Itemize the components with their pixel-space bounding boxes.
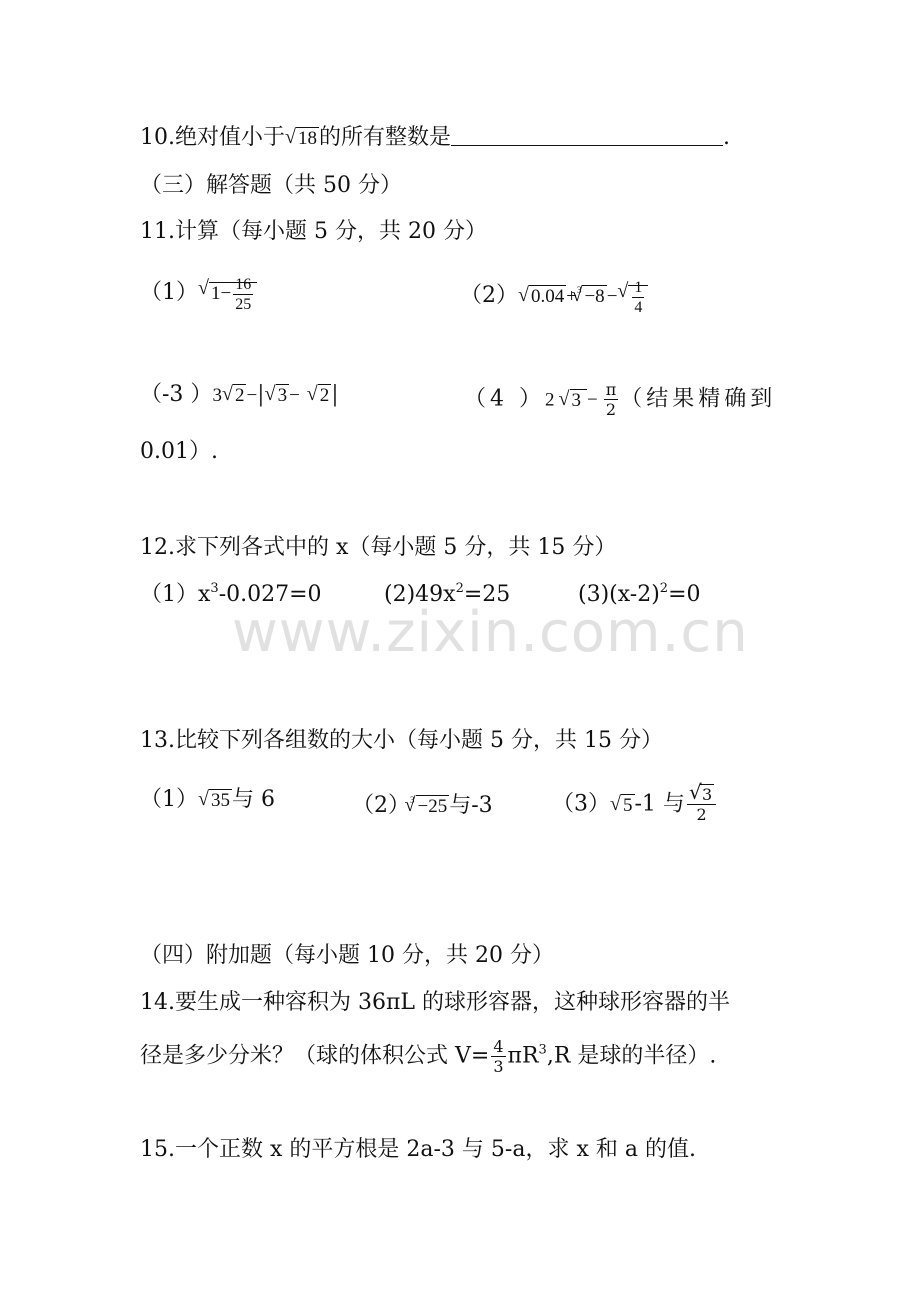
q11-part-4: （4 ）2√ 3 − $\frac{\pi}{2}$ （结果精确到 — [464, 380, 776, 419]
q13-part-3: （3）√ 5-1 与 √ $\frac{3}{2}$ — [552, 785, 718, 824]
question-13-title: 13.比较下列各组数的大小（每小题 5 分，共 15 分） — [140, 728, 663, 753]
question-15: 15.一个正数 x 的平方根是 2a-3 与 5-a，求 x 和 a 的值. — [140, 1137, 696, 1162]
question-14-line-1: 14.要生成一种容积为 36πL 的球形容器，这种球形容器的半 — [140, 990, 731, 1015]
q11-part-4-continued: 0.01）. — [140, 439, 218, 464]
q12-part-1: $(1)x^3-0.027=0$ — [140, 581, 322, 607]
question-12-title: 12.求下列各式中的 x（每小题 5 分，共 15 分） — [140, 535, 617, 560]
q12-part-3: $(3)(x-2)^2=0$ — [578, 581, 701, 607]
question-11-title: 11.计算（每小题 5 分，共 20 分） — [140, 219, 487, 244]
sqrt-expression: √ 1− $\frac{16}{25}$ — [198, 275, 257, 314]
answer-blank[interactable] — [451, 123, 723, 146]
fraction-16-25: $\frac{16}{25}$ — [235, 276, 252, 313]
section-3-title: （三）解答题（共 50 分） — [140, 173, 402, 198]
question-10: 10.绝对值小于√ 18的所有整数是 . — [140, 123, 730, 154]
q13-part-1: （1）√ 35与 6 — [140, 785, 275, 816]
q11-part-2: （2）√ 0.04 +$^3$√ −8 − √ $\frac{1}{4}$ — [460, 275, 648, 317]
question-14-line-2: 径是多少分米？（球的体积公式 V= $\frac{4}{3}$ $\pi R^3,R$ 是球的半径）. — [140, 1037, 717, 1076]
section-4-title: （四）附加题（每小题 10 分，共 20 分） — [140, 943, 554, 968]
q12-part-2: $(2)49x^2=25$ — [384, 581, 511, 607]
q10-suffix: 的所有整数是 — [319, 125, 452, 150]
q10-prefix: 10.绝对值小于 — [140, 125, 285, 150]
watermark: www.zixin.com.cn — [232, 600, 749, 665]
q13-part-2: $(2)^3√ -25$与-3 — [352, 785, 493, 822]
cube-root: √ −8 — [571, 282, 606, 312]
q11-part-3: （-3 ）3√ 2 −|√ 3 − √ 2| — [140, 380, 339, 411]
q11-part-1: （1）√ 1− $\frac{16}{25}$ — [140, 275, 257, 314]
sqrt-18: √ 18 — [285, 124, 319, 154]
